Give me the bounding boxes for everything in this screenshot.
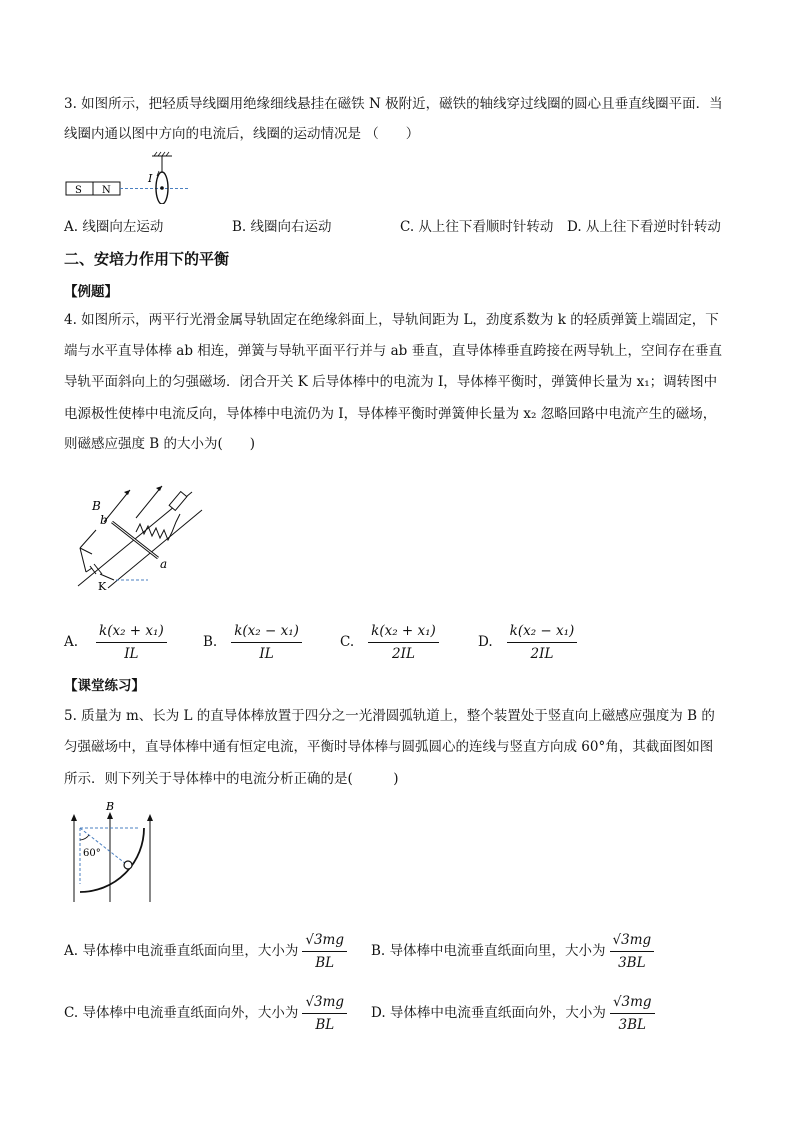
q5-text-line-3: 所示．则下列关于导体棒中的电流分析正确的是( ) (64, 771, 399, 787)
q3-option-a[interactable]: A. 线圈向左运动 (64, 219, 164, 235)
q3-option-b[interactable]: B. 线圈向右运动 (232, 219, 332, 235)
q5-option-c-text: C. 导体棒中电流垂直纸面向外，大小为 (64, 1005, 299, 1021)
q5-option-b[interactable] (371, 930, 654, 972)
q4-text-line-5: 则磁感应强度 B 的大小为( ) (64, 436, 256, 452)
example-tag: 【例题】 (64, 284, 118, 300)
q4-text-line-3: 导轨平面斜向上的匀强磁场．闭合开关 K 后导体棒中的电流为 I，导体棒平衡时，弹簧伸长量为 x₁；调转图中 (64, 374, 718, 390)
section-2-heading: 二、安培力作用下的平衡 (64, 250, 230, 268)
q5-option-b-fraction (610, 931, 655, 972)
q5-option-c[interactable] (64, 992, 347, 1034)
q4-option-a-denominator: IL (124, 645, 139, 662)
q4-option-a-fraction (96, 622, 167, 663)
q5-option-b-text: B. 导体棒中电流垂直纸面向里，大小为 (371, 943, 606, 959)
q4-incline-rails-figure (64, 470, 214, 596)
q3-option-c[interactable]: C. 从上往下看顺时针转动 (400, 219, 554, 235)
q4-option-d[interactable] (478, 620, 577, 664)
current-i-label: I (148, 172, 153, 185)
q5-arc-track-figure (64, 800, 164, 908)
q5-option-d-text: D. 导体棒中电流垂直纸面向外，大小为 (371, 1005, 606, 1021)
q4-option-c[interactable] (340, 620, 439, 664)
q5-text-line-2: 匀强磁场中，直导体棒中通有恒定电流，平衡时导体棒与圆弧圆心的连线与竖直方向成 60°角，其截面图如图 (64, 739, 714, 755)
q5-option-d[interactable] (371, 992, 655, 1034)
q4-option-a-label: A. (64, 634, 79, 650)
q4-option-b-fraction (231, 622, 302, 663)
q5-option-a-text: A. 导体棒中电流垂直纸面向里，大小为 (64, 943, 299, 959)
q3-magnet-coil-figure (64, 148, 204, 204)
q3-option-d[interactable]: D. 从上往下看逆时针转动 (567, 219, 721, 235)
q4-option-c-numerator: k(x₂ + x₁) (368, 622, 439, 643)
practice-tag: 【课堂练习】 (64, 678, 145, 694)
magnet-n-label: N (102, 185, 111, 196)
q4-option-c-label: C. (340, 634, 355, 650)
magnet-s-label: S (75, 185, 82, 196)
q5-option-d-numerator: √3mg (610, 993, 655, 1014)
q4-option-d-label: D. (478, 634, 493, 650)
angle-label: 60° (83, 848, 101, 859)
rod-a-label: a (160, 557, 168, 571)
rod-b-label: b (100, 513, 108, 527)
q5-option-d-denominator: 3BL (618, 1016, 646, 1033)
q4-option-b-numerator: k(x₂ − x₁) (231, 622, 302, 643)
q4-option-b-denominator: IL (259, 645, 274, 662)
q5-option-b-numerator: √3mg (610, 931, 655, 952)
q4-option-d-numerator: k(x₂ − x₁) (507, 622, 578, 643)
q5-text-line-1: 5. 质量为 m、长为 L 的直导体棒放置于四分之一光滑圆弧轨道上，整个装置处于竖直向上磁感应强度为 B 的 (64, 708, 715, 724)
q5-option-c-fraction (302, 993, 347, 1034)
q5-option-a-fraction (302, 931, 347, 972)
q3-text-line-1: 3. 如图所示，把轻质导线圈用绝缘细线悬挂在磁铁 N 极附近，磁铁的轴线穿过线圈的圆心且垂直线圈平面．当 (64, 96, 723, 112)
q4-option-a-numerator: k(x₂ + x₁) (96, 622, 167, 643)
q5-option-a-numerator: √3mg (302, 931, 347, 952)
q4-text-line-1: 4. 如图所示，两平行光滑金属导轨固定在绝缘斜面上，导轨间距为 L，劲度系数为 k 的轻质弹簧上端固定，下 (64, 312, 719, 328)
q5-option-c-denominator: BL (315, 1016, 335, 1033)
q4-option-d-fraction (507, 622, 578, 663)
q4-option-b[interactable] (203, 620, 302, 664)
q4-option-d-denominator: 2IL (530, 645, 554, 662)
q4-option-b-label: B. (203, 634, 218, 650)
field-b-label: B (92, 499, 101, 513)
switch-k-label: K (98, 580, 107, 593)
q4-option-c-fraction (368, 622, 439, 663)
field-b-label: B (106, 800, 115, 813)
q4-option-c-denominator: 2IL (392, 645, 415, 662)
q5-option-b-denominator: 3BL (618, 954, 646, 971)
q5-option-c-numerator: √3mg (302, 993, 347, 1014)
q5-option-a[interactable] (64, 930, 347, 972)
q4-text-line-2: 端与水平直导体棒 ab 相连，弹簧与导轨平面平行并与 ab 垂直，直导体棒垂直跨接在两导轨上，空间存在垂直 (64, 343, 723, 359)
q3-text-line-2: 线圈内通以图中方向的电流后，线圈的运动情况是 （ ） (64, 126, 420, 142)
q4-option-a[interactable] (64, 620, 167, 664)
q5-option-d-fraction (610, 993, 655, 1034)
q5-option-a-denominator: BL (315, 954, 335, 971)
q4-text-line-4: 电源极性使棒中电流反向，导体棒中电流仍为 I，导体棒平衡时弹簧伸长量为 x₂ 忽略回路中电流产生的磁场， (64, 406, 717, 422)
